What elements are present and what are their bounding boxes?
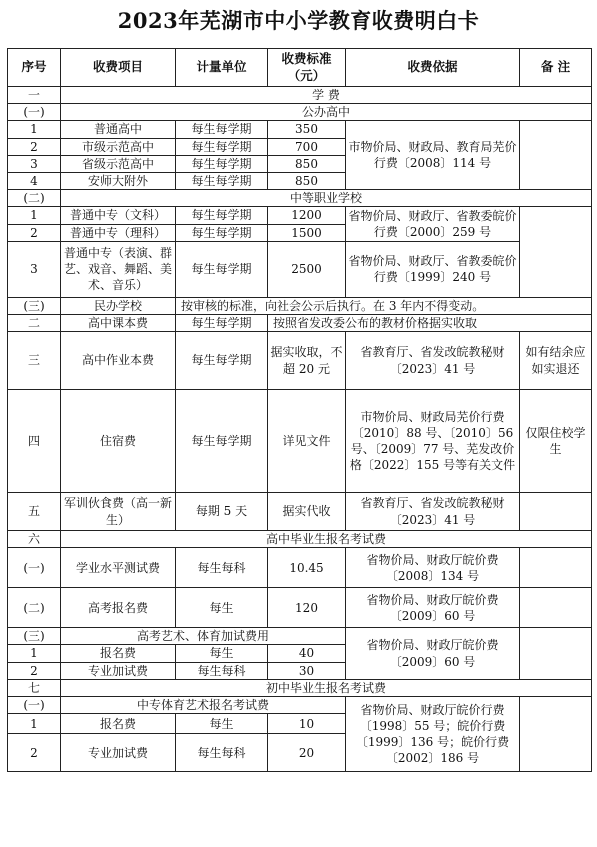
row-item: 高考报名费: [61, 588, 176, 628]
row-basis: 省物价局、财政厅、省教委皖价行费〔1999〕240 号: [346, 241, 520, 297]
row-standard: 40: [268, 645, 346, 662]
table-row: [8, 548, 592, 588]
row-standard: 详见文件: [268, 390, 346, 493]
header-unit: 计量单位: [176, 49, 268, 87]
row-unit: 每生每学期: [176, 332, 268, 390]
row-unit: 每生每学期: [176, 224, 268, 241]
row-basis: 省物价局、财政厅皖价费〔2009〕60 号: [346, 588, 520, 628]
row-note: [520, 628, 592, 680]
row-item: 专业加试费: [61, 734, 176, 772]
row-basis: 省物价局、财政厅皖价费〔2009〕60 号: [346, 628, 520, 680]
row-standard: 1500: [268, 224, 346, 241]
header-basis: 收费依据: [346, 49, 520, 87]
row-unit: 每生每学期: [176, 241, 268, 297]
row-unit: 每生每学期: [176, 207, 268, 224]
row-item: 普通中专（文科）: [61, 207, 176, 224]
section-row: [8, 531, 592, 548]
row-basis: 市物价局、财政局芜价行费〔2010〕88 号、〔2010〕56 号、〔2009〕77 号、芜发改价格〔2022〕155 号等有关文件: [346, 390, 520, 493]
row-note: [520, 588, 592, 628]
table-row: [8, 121, 592, 138]
row-no: 二: [8, 314, 61, 331]
header-standard: 收费标准（元）: [268, 49, 346, 87]
row-standard: 30: [268, 662, 346, 679]
row-note: [520, 493, 592, 531]
row-note: [520, 121, 592, 190]
row-standard: 据实收取，不超 20 元: [268, 332, 346, 390]
page-title: 2023年芜湖市中小学教育收费明白卡: [117, 8, 480, 33]
row-unit: 每生每学期: [176, 155, 268, 172]
table-row: [8, 314, 592, 331]
row-unit: 每生每学期: [176, 314, 268, 331]
row-standard: 850: [268, 155, 346, 172]
row-item: 普通中专（表演、群艺、戏音、舞蹈、美术、音乐）: [61, 241, 176, 297]
row-standard: 10.45: [268, 548, 346, 588]
subsection-title: 中等职业学校: [61, 190, 592, 207]
subsection-no: (二): [8, 190, 61, 207]
subsection-row: [8, 104, 592, 121]
section-no: 六: [8, 531, 61, 548]
row-item: 民办学校: [61, 297, 176, 314]
row-standard: 120: [268, 588, 346, 628]
subsection-no: (一): [8, 697, 61, 714]
header-item: 收费项目: [61, 49, 176, 87]
row-unit: 每生每学期: [176, 172, 268, 189]
section-title: 初中毕业生报名考试费: [61, 679, 592, 696]
row-standard: 700: [268, 138, 346, 155]
header-no: 序号: [8, 49, 61, 87]
row-basis: 省物价局、财政厅皖价行费〔1998〕55 号；皖价行费〔1999〕136 号；皖价行费〔2002〕186 号: [346, 697, 520, 772]
row-no: 1: [8, 207, 61, 224]
row-item: 高中课本费: [61, 314, 176, 331]
row-unit: 每期 5 天: [176, 493, 268, 531]
row-item: 报名费: [61, 714, 176, 734]
row-standard: 1200: [268, 207, 346, 224]
table-row: [8, 332, 592, 390]
row-unit: 每生: [176, 645, 268, 662]
row-unit: 每生每学期: [176, 138, 268, 155]
subsection-title: 中专体育艺术报名考试费: [61, 697, 346, 714]
row-no: 2: [8, 734, 61, 772]
row-no: 1: [8, 121, 61, 138]
row-note: 如有结余应如实退还: [520, 332, 592, 390]
subsection-title: 公办高中: [61, 104, 592, 121]
row-unit: 每生: [176, 588, 268, 628]
row-item: 军训伙食费（高一新生）: [61, 493, 176, 531]
section-title: 学 费: [61, 87, 592, 104]
table-row: [8, 297, 592, 314]
row-item: 专业加试费: [61, 662, 176, 679]
fee-table: [7, 48, 592, 772]
table-row: [8, 588, 592, 628]
row-basis: 省教育厅、省发改皖教秘财〔2023〕41 号: [346, 493, 520, 531]
section-no: 一: [8, 87, 61, 104]
row-unit: 每生每科: [176, 734, 268, 772]
table-row: [8, 390, 592, 493]
subsection-no: (三): [8, 628, 61, 645]
row-no: 1: [8, 645, 61, 662]
row-no: (二): [8, 588, 61, 628]
row-no: 3: [8, 241, 61, 297]
section-title: 高中毕业生报名考试费: [61, 531, 592, 548]
row-basis: 省物价局、财政厅、省教委皖价行费〔2000〕259 号: [346, 207, 520, 241]
row-unit: 每生: [176, 714, 268, 734]
section-row: [8, 87, 592, 104]
header-row: [8, 49, 592, 87]
row-item: 住宿费: [61, 390, 176, 493]
row-no: 2: [8, 138, 61, 155]
section-row: [8, 679, 592, 696]
row-item: 学业水平测试费: [61, 548, 176, 588]
row-item: 高中作业本费: [61, 332, 176, 390]
row-note: [520, 697, 592, 772]
row-no: (三): [8, 297, 61, 314]
row-note: [520, 548, 592, 588]
row-standard: 20: [268, 734, 346, 772]
row-unit: 每生每科: [176, 662, 268, 679]
table-row: [8, 241, 592, 297]
subsection-row: [8, 628, 592, 645]
row-note: [520, 207, 592, 297]
row-no: 五: [8, 493, 61, 531]
row-no: 2: [8, 224, 61, 241]
row-no: 三: [8, 332, 61, 390]
header-note: 备 注: [520, 49, 592, 87]
subsection-row: [8, 190, 592, 207]
row-no: 2: [8, 662, 61, 679]
row-standard: 850: [268, 172, 346, 189]
row-item: 普通高中: [61, 121, 176, 138]
row-basis: 市物价局、财政局、教育局芜价行费〔2008〕114 号: [346, 121, 520, 190]
row-item: 安师大附外: [61, 172, 176, 189]
row-no: 1: [8, 714, 61, 734]
row-no: (一): [8, 548, 61, 588]
row-standard: 2500: [268, 241, 346, 297]
row-standard: 10: [268, 714, 346, 734]
row-item: 市级示范高中: [61, 138, 176, 155]
row-text: 按照省发改委公布的教材价格据实收取: [268, 314, 592, 331]
row-no: 4: [8, 172, 61, 189]
row-note: 仅限住校学生: [520, 390, 592, 493]
section-no: 七: [8, 679, 61, 696]
subsection-title: 高考艺术、体育加试费用: [61, 628, 346, 645]
subsection-row: [8, 697, 592, 714]
row-unit: 每生每学期: [176, 121, 268, 138]
subsection-no: (一): [8, 104, 61, 121]
row-no: 四: [8, 390, 61, 493]
row-unit: 每生每学期: [176, 390, 268, 493]
row-basis: 省物价局、财政厅皖价费〔2008〕134 号: [346, 548, 520, 588]
table-row: [8, 207, 592, 224]
row-item: 报名费: [61, 645, 176, 662]
row-no: 3: [8, 155, 61, 172]
table-row: [8, 493, 592, 531]
row-unit: 每生每科: [176, 548, 268, 588]
row-standard: 据实代收: [268, 493, 346, 531]
row-standard: 350: [268, 121, 346, 138]
row-item: 普通中专（理科）: [61, 224, 176, 241]
row-basis: 省教育厅、省发改皖教秘财〔2023〕41 号: [346, 332, 520, 390]
row-text: 按审核的标准，向社会公示后执行。在 3 年内不得变动。: [176, 297, 592, 314]
row-item: 省级示范高中: [61, 155, 176, 172]
